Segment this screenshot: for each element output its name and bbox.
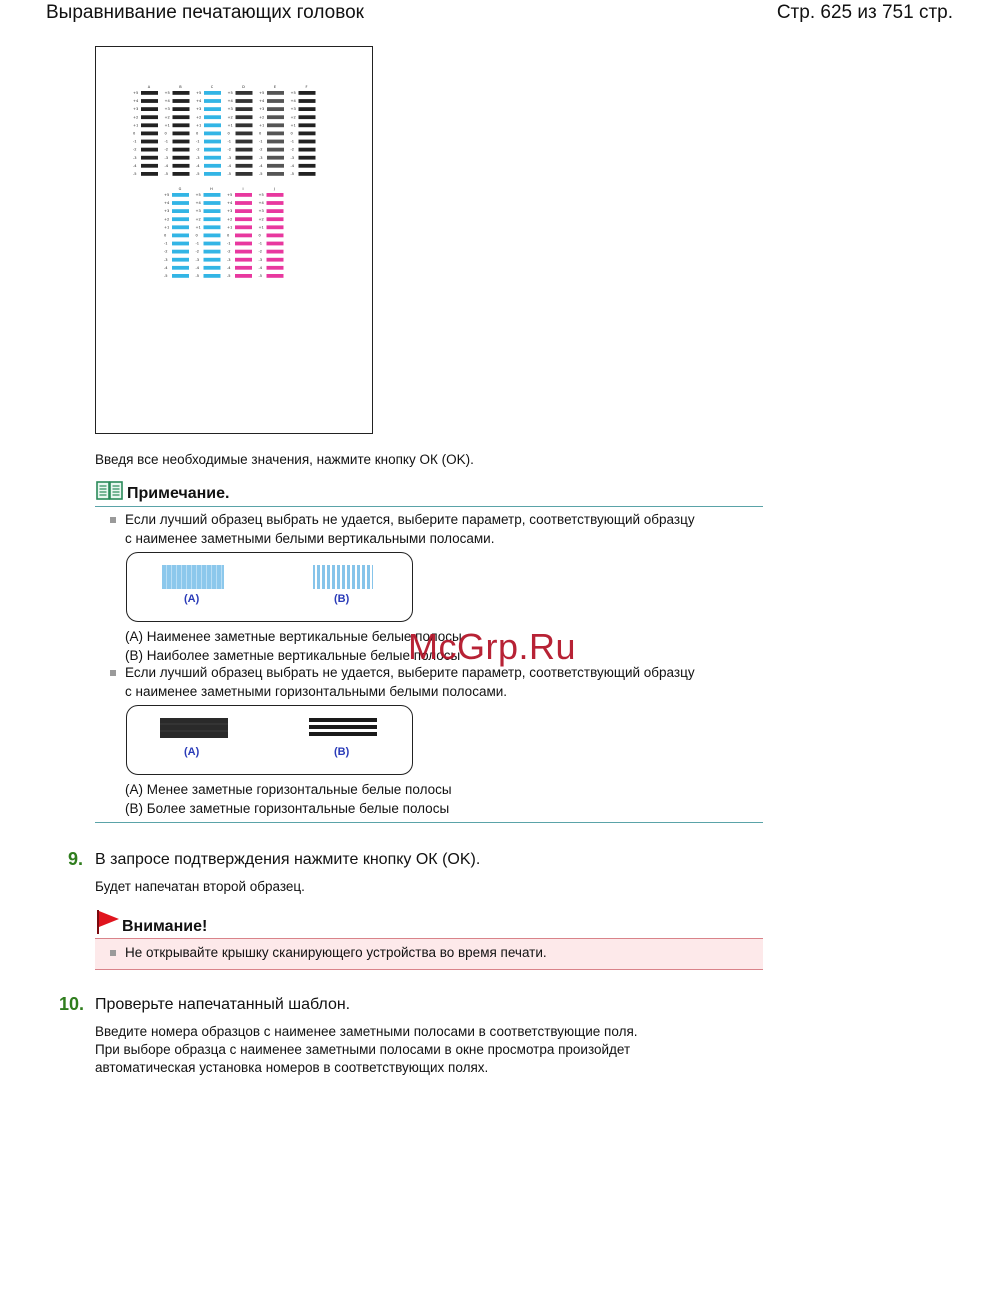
bottom-pattern-pattern-bar <box>267 266 284 270</box>
top-pattern-pattern-bar <box>299 123 316 127</box>
top-pattern-pattern-bar <box>299 140 316 144</box>
top-pattern-row-label: -3 <box>259 155 263 160</box>
top-pattern-row-label: -1 <box>290 139 295 144</box>
top-pattern-pattern-bar <box>236 148 253 152</box>
bottom-pattern-row-label: -2 <box>227 249 231 254</box>
step10-desc-line3: автоматическая установка номеров в соответствующих полях. <box>95 1060 489 1075</box>
top-pattern-row-label: +3 <box>133 107 139 112</box>
top-pattern-row-label: +4 <box>290 99 296 104</box>
bottom-pattern-pattern-bar <box>204 250 221 254</box>
top-pattern-pattern-bar <box>204 115 221 119</box>
top-pattern-pattern-bar <box>141 99 158 103</box>
alignment-pattern-svg <box>96 47 372 433</box>
bottom-pattern-pattern-bar <box>172 201 189 205</box>
top-pattern-pattern-bar <box>173 132 190 136</box>
top-pattern-pattern-bar <box>236 99 253 103</box>
top-pattern-row-label: -3 <box>290 155 295 160</box>
top-pattern-row-label: 0 <box>227 131 230 136</box>
bottom-pattern-row-label: +3 <box>258 209 264 214</box>
bottom-pattern-pattern-bar <box>172 225 189 229</box>
intro-text: Введя все необходимые значения, нажмите кнопку ОК (OK). <box>95 452 474 467</box>
top-pattern-row-label: +1 <box>133 123 139 128</box>
bottom-pattern-pattern-bar <box>172 266 189 270</box>
box1-label-a: (A) <box>184 593 200 605</box>
box2-label-b: (B) <box>334 746 350 758</box>
bottom-pattern-pattern-bar <box>267 250 284 254</box>
top-pattern-row-label: +5 <box>290 91 296 95</box>
top-pattern-pattern-bar <box>299 99 316 103</box>
bottom-pattern-row-label: -1 <box>195 241 200 246</box>
sample-b-swatch <box>313 565 373 589</box>
bottom-pattern-row-label: +1 <box>258 225 264 230</box>
bottom-pattern-row-label: -1 <box>258 241 263 246</box>
top-pattern-column-label: E <box>273 85 277 89</box>
bottom-pattern-row-label: -2 <box>258 249 263 254</box>
top-pattern-pattern-bar <box>141 156 158 160</box>
top-pattern-pattern-bar <box>236 140 253 144</box>
top-pattern-column-label: D <box>242 85 245 89</box>
top-pattern-pattern-bar <box>299 132 316 136</box>
bottom-pattern-row-label: +2 <box>164 217 170 222</box>
bottom-pattern-pattern-bar <box>267 274 284 278</box>
bullet-icon <box>110 950 116 956</box>
note-item1-line2: с наименее заметными белыми вертикальными полосами. <box>125 531 495 546</box>
box2-label-a: (A) <box>184 746 200 758</box>
bottom-pattern-pattern-bar <box>235 217 252 221</box>
top-pattern-pattern-bar <box>299 107 316 111</box>
top-pattern-row-label: -4 <box>227 163 232 168</box>
top-pattern-pattern-bar <box>141 132 158 136</box>
top-pattern-row-label: -3 <box>164 155 169 160</box>
top-pattern-pattern-bar <box>173 91 190 95</box>
alignment-pattern-figure <box>95 46 373 434</box>
top-pattern-row-label: -4 <box>196 163 200 168</box>
bottom-pattern-row-label: -3 <box>195 257 200 262</box>
top-pattern-pattern-bar <box>141 140 158 144</box>
top-pattern-row-label: +1 <box>259 123 265 128</box>
top-pattern-pattern-bar <box>173 156 190 160</box>
bottom-pattern-row-label: +3 <box>227 209 233 214</box>
bottom-pattern-column-label: H <box>210 187 213 191</box>
bottom-pattern-row-label: -5 <box>258 274 263 278</box>
warning-item: Не открывайте крышку сканирующего устройства во время печати. <box>125 945 547 960</box>
top-pattern-row-label: +1 <box>227 123 233 128</box>
bottom-pattern-pattern-bar <box>267 217 284 221</box>
top-pattern-row-label: -2 <box>164 147 169 152</box>
bottom-pattern-row-label: +3 <box>195 209 201 214</box>
top-pattern-pattern-bar <box>204 172 221 176</box>
bottom-pattern-pattern-bar <box>172 193 189 197</box>
top-pattern-pattern-bar <box>173 172 190 176</box>
bottom-pattern-column-label: G <box>178 187 182 191</box>
bottom-pattern-pattern-bar <box>172 217 189 221</box>
top-pattern-row-label: +1 <box>196 123 202 128</box>
watermark-text: McGrp.Ru <box>408 626 577 667</box>
top-pattern-row-label: +4 <box>133 99 139 104</box>
top-pattern-row-label: -2 <box>227 147 232 152</box>
bottom-pattern-row-label: 0 <box>195 233 198 238</box>
top-pattern-row-label: +5 <box>196 91 202 95</box>
top-pattern-pattern-bar <box>236 91 253 95</box>
top-pattern-row-label: +2 <box>259 115 265 120</box>
bottom-pattern-row-label: -3 <box>164 257 168 262</box>
top-pattern-row-label: 0 <box>164 131 167 136</box>
top-pattern-pattern-bar <box>267 91 284 95</box>
top-pattern-row-label: -4 <box>290 163 295 168</box>
top-pattern-pattern-bar <box>141 107 158 111</box>
top-pattern-pattern-bar <box>299 148 316 152</box>
bottom-pattern-row-label: +5 <box>227 193 233 197</box>
top-pattern-pattern-bar <box>204 148 221 152</box>
bottom-pattern-row-label: +1 <box>227 225 233 230</box>
bottom-pattern-pattern-bar <box>172 274 189 278</box>
sample-a-swatch <box>162 565 224 589</box>
top-pattern-pattern-bar <box>236 164 253 168</box>
bottom-pattern-row-label: +5 <box>195 193 201 197</box>
top-pattern-pattern-bar <box>204 123 221 127</box>
top-pattern-row-label: 0 <box>259 131 262 136</box>
bottom-pattern-row-label: +4 <box>258 201 264 206</box>
bottom-pattern-row-label: +2 <box>227 217 233 222</box>
top-pattern-row-label: -5 <box>259 172 263 176</box>
bottom-pattern-pattern-bar <box>235 201 252 205</box>
top-pattern-row-label: +4 <box>164 99 170 104</box>
top-pattern-row-label: +3 <box>164 107 170 112</box>
top-pattern-row-label: +5 <box>259 91 265 95</box>
top-pattern-pattern-bar <box>141 172 158 176</box>
note-top-rule <box>95 506 763 507</box>
bottom-pattern-row-label: +2 <box>195 217 201 222</box>
bottom-pattern-row-label: +4 <box>164 201 170 206</box>
top-pattern-pattern-bar <box>236 132 253 136</box>
top-pattern-row-label: -3 <box>196 155 200 160</box>
top-pattern-pattern-bar <box>267 115 284 119</box>
note-item2-line1: Если лучший образец выбрать не удается, выберите параметр, соответствующий образцу <box>125 665 695 680</box>
top-pattern-pattern-bar <box>267 164 284 168</box>
bottom-pattern-row-label: -4 <box>195 265 200 270</box>
top-pattern-pattern-bar <box>204 91 221 95</box>
bottom-pattern-pattern-bar <box>235 258 252 262</box>
top-pattern-pattern-bar <box>267 123 284 127</box>
bottom-pattern-pattern-bar <box>172 242 189 246</box>
bottom-pattern-pattern-bar <box>267 258 284 262</box>
bottom-pattern-row-label: -2 <box>195 249 200 254</box>
bottom-pattern-row-label: -5 <box>195 274 200 278</box>
bottom-pattern-row-label: +4 <box>195 201 201 206</box>
top-pattern-row-label: +4 <box>227 99 233 104</box>
bottom-pattern-pattern-bar <box>204 225 221 229</box>
bottom-pattern-pattern-bar <box>235 209 252 213</box>
bottom-pattern-row-label: +2 <box>258 217 264 222</box>
bottom-pattern-row-label: 0 <box>227 233 230 238</box>
top-pattern-pattern-bar <box>204 132 221 136</box>
top-pattern-pattern-bar <box>141 115 158 119</box>
bullet-icon <box>110 670 116 676</box>
horizontal-stripes-svg <box>127 706 412 774</box>
top-pattern-row-label: +2 <box>227 115 233 120</box>
top-pattern-pattern-bar <box>267 156 284 160</box>
step10-desc-line1: Введите номера образцов с наименее заметными полосами в соответствующие поля. <box>95 1024 638 1039</box>
bottom-pattern-row-label: +5 <box>164 193 170 197</box>
bottom-pattern-pattern-bar <box>235 250 252 254</box>
bottom-pattern-row-label: 0 <box>258 233 261 238</box>
top-pattern-row-label: -1 <box>259 139 263 144</box>
top-pattern-row-label: -3 <box>227 155 232 160</box>
top-pattern-row-label: +2 <box>290 115 296 120</box>
bottom-pattern-row-label: -4 <box>164 265 168 270</box>
bottom-pattern-pattern-bar <box>267 225 284 229</box>
top-pattern-pattern-bar <box>267 140 284 144</box>
bottom-pattern-row-label: -1 <box>227 241 231 246</box>
top-pattern-pattern-bar <box>299 164 316 168</box>
note-bottom-rule <box>95 822 763 823</box>
top-pattern-pattern-bar <box>204 156 221 160</box>
top-pattern-pattern-bar <box>141 123 158 127</box>
bottom-pattern-pattern-bar <box>235 225 252 229</box>
top-pattern-pattern-bar <box>299 172 316 176</box>
top-pattern-row-label: +2 <box>164 115 170 120</box>
bottom-pattern-pattern-bar <box>204 201 221 205</box>
bottom-pattern-row-label: -5 <box>164 274 168 278</box>
warning-title: Внимание! <box>122 918 208 935</box>
bottom-pattern-row-label: -1 <box>164 241 168 246</box>
top-pattern-row-label: +3 <box>259 107 265 112</box>
bottom-pattern-pattern-bar <box>267 242 284 246</box>
bottom-pattern-pattern-bar <box>235 266 252 270</box>
top-pattern-pattern-bar <box>173 148 190 152</box>
top-pattern-row-label: -1 <box>133 139 137 144</box>
sample-b-swatch <box>309 718 377 736</box>
top-pattern-row-label: -1 <box>227 139 232 144</box>
top-pattern-pattern-bar <box>204 164 221 168</box>
top-pattern-pattern-bar <box>267 107 284 111</box>
top-pattern-row-label: -2 <box>290 147 295 152</box>
caption2-a: (A) Менее заметные горизонтальные белые полосы <box>125 782 452 797</box>
top-pattern-column-label: F <box>305 85 308 89</box>
bottom-pattern-row-label: -4 <box>258 265 263 270</box>
bottom-pattern-pattern-bar <box>267 201 284 205</box>
bottom-pattern-row-label: 0 <box>164 233 167 238</box>
bottom-pattern-pattern-bar <box>267 193 284 197</box>
note-icon <box>96 481 124 506</box>
bottom-pattern-pattern-bar <box>172 234 189 238</box>
top-pattern-row-label: -5 <box>290 172 295 176</box>
bottom-pattern-row-label: -3 <box>258 257 263 262</box>
top-pattern-row-label: -4 <box>259 163 263 168</box>
sample-a-swatch <box>160 718 228 738</box>
top-pattern-pattern-bar <box>267 99 284 103</box>
top-pattern-row-label: +3 <box>196 107 202 112</box>
top-pattern-row-label: 0 <box>133 131 136 136</box>
top-pattern-row-label: +2 <box>196 115 202 120</box>
bottom-pattern-pattern-bar <box>235 234 252 238</box>
top-pattern-column-label: C <box>210 85 214 89</box>
top-pattern-row-label: +3 <box>227 107 233 112</box>
step10-number: 10. <box>59 994 85 1014</box>
bottom-pattern-row-label: +3 <box>164 209 170 214</box>
top-pattern-pattern-bar <box>173 140 190 144</box>
top-pattern-pattern-bar <box>299 156 316 160</box>
top-pattern-row-label: -2 <box>259 147 263 152</box>
vertical-stripes-svg <box>127 553 412 621</box>
top-pattern-pattern-bar <box>267 148 284 152</box>
top-pattern-row-label: -5 <box>227 172 232 176</box>
top-pattern-row-label: -4 <box>133 163 137 168</box>
bottom-pattern-row-label: -4 <box>227 265 231 270</box>
top-pattern-pattern-bar <box>236 156 253 160</box>
top-pattern-pattern-bar <box>236 123 253 127</box>
top-pattern-row-label: +5 <box>227 91 233 95</box>
top-pattern-pattern-bar <box>173 99 190 103</box>
top-pattern-row-label: -4 <box>164 163 169 168</box>
top-pattern-row-label: -2 <box>196 147 200 152</box>
top-pattern-pattern-bar <box>299 91 316 95</box>
bottom-pattern-pattern-bar <box>172 258 189 262</box>
top-pattern-pattern-bar <box>204 140 221 144</box>
top-pattern-row-label: -5 <box>196 172 200 176</box>
bottom-pattern-pattern-bar <box>235 242 252 246</box>
page-number: Стр. 625 из 751 стр. <box>776 2 953 23</box>
step10-desc-line2: При выборе образца с наименее заметными полосами в окне просмотра произойдет <box>95 1042 631 1057</box>
bottom-pattern-pattern-bar <box>204 209 221 213</box>
top-pattern-row-label: -3 <box>133 155 137 160</box>
step9-number: 9. <box>68 849 84 869</box>
step9-description: Будет напечатан второй образец. <box>95 879 305 894</box>
bottom-pattern-pattern-bar <box>267 209 284 213</box>
step9-title: В запросе подтверждения нажмите кнопку ОК (OK). <box>95 851 481 868</box>
top-pattern-row-label: 0 <box>196 131 199 136</box>
note-item1-line1: Если лучший образец выбрать не удается, выберите параметр, соответствующий образцу <box>125 512 695 527</box>
top-pattern-row-label: +1 <box>290 123 296 128</box>
top-pattern-pattern-bar <box>141 91 158 95</box>
bottom-pattern-pattern-bar <box>172 250 189 254</box>
top-pattern-pattern-bar <box>236 172 253 176</box>
top-pattern-pattern-bar <box>299 115 316 119</box>
bottom-pattern-pattern-bar <box>267 234 284 238</box>
top-pattern-row-label: -1 <box>164 139 169 144</box>
bottom-pattern-row-label: +5 <box>258 193 264 197</box>
top-pattern-row-label: -5 <box>133 172 137 176</box>
page-title: Выравнивание печатающих головок <box>46 2 364 23</box>
note-title: Примечание. <box>127 485 230 502</box>
top-pattern-pattern-bar <box>173 115 190 119</box>
bottom-pattern-row-label: +4 <box>227 201 233 206</box>
top-pattern-pattern-bar <box>236 107 253 111</box>
bottom-pattern-pattern-bar <box>235 274 252 278</box>
top-pattern-pattern-bar <box>267 132 284 136</box>
top-pattern-pattern-bar <box>141 164 158 168</box>
top-pattern-row-label: +4 <box>196 99 202 104</box>
top-pattern-column-label: A <box>147 85 151 89</box>
bottom-pattern-row-label: -5 <box>227 274 231 278</box>
top-pattern-pattern-bar <box>173 123 190 127</box>
top-pattern-row-label: +3 <box>290 107 296 112</box>
top-pattern-row-label: -5 <box>164 172 169 176</box>
bottom-pattern-pattern-bar <box>204 266 221 270</box>
bottom-pattern-row-label: -2 <box>164 249 168 254</box>
bottom-pattern-pattern-bar <box>204 242 221 246</box>
bottom-pattern-pattern-bar <box>204 217 221 221</box>
top-pattern-row-label: +4 <box>259 99 265 104</box>
bullet-icon <box>110 517 116 523</box>
box1-label-b: (B) <box>334 593 350 605</box>
top-pattern-pattern-bar <box>173 164 190 168</box>
caption1-b: (B) Наиболее заметные вертикальные белые полосы <box>125 648 461 663</box>
bottom-pattern-row-label: +1 <box>195 225 201 230</box>
top-pattern-row-label: 0 <box>290 131 293 136</box>
top-pattern-row-label: -2 <box>133 147 137 152</box>
bottom-pattern-pattern-bar <box>204 234 221 238</box>
horizontal-stripes-example-box <box>126 705 413 775</box>
top-pattern-pattern-bar <box>267 172 284 176</box>
bottom-pattern-pattern-bar <box>204 258 221 262</box>
top-pattern-pattern-bar <box>173 107 190 111</box>
top-pattern-row-label: -1 <box>196 139 200 144</box>
bottom-pattern-column-label: J <box>273 187 276 191</box>
bottom-pattern-row-label: -3 <box>227 257 231 262</box>
top-pattern-pattern-bar <box>204 99 221 103</box>
bottom-pattern-column-label: I <box>242 187 244 191</box>
bottom-pattern-pattern-bar <box>172 209 189 213</box>
top-pattern-column-label: B <box>179 85 182 89</box>
vertical-stripes-example-box <box>126 552 413 622</box>
top-pattern-row-label: +5 <box>133 91 139 95</box>
step10-title: Проверьте напечатанный шаблон. <box>95 996 351 1013</box>
caption1-a: (A) Наименее заметные вертикальные белые полосы <box>125 629 462 644</box>
bottom-pattern-pattern-bar <box>204 193 221 197</box>
caption2-b: (B) Более заметные горизонтальные белые полосы <box>125 801 450 816</box>
top-pattern-row-label: +5 <box>164 91 170 95</box>
bottom-pattern-pattern-bar <box>204 274 221 278</box>
bottom-pattern-row-label: +1 <box>164 225 170 230</box>
top-pattern-pattern-bar <box>236 115 253 119</box>
top-pattern-row-label: +1 <box>164 123 170 128</box>
warning-flag-icon <box>96 909 120 940</box>
top-pattern-row-label: +2 <box>133 115 139 120</box>
note-item2-line2: с наименее заметными горизонтальными белыми полосами. <box>125 684 508 699</box>
top-pattern-pattern-bar <box>141 148 158 152</box>
top-pattern-pattern-bar <box>204 107 221 111</box>
bottom-pattern-pattern-bar <box>235 193 252 197</box>
